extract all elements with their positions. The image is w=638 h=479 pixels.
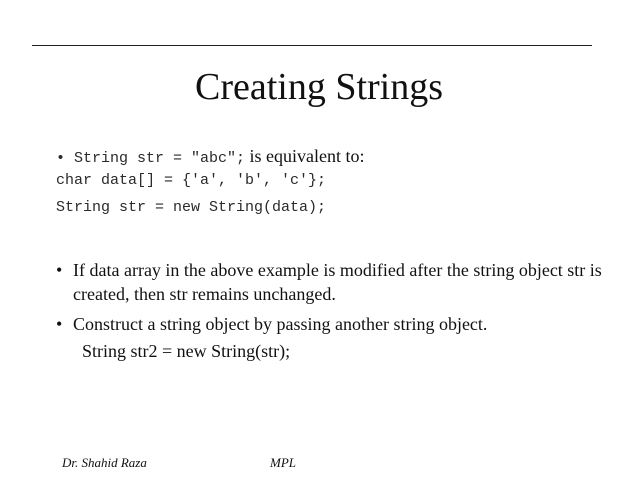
bullet-construct-string: Construct a string object by passing another string object. xyxy=(73,314,488,334)
equivalent-text: is equivalent to: xyxy=(245,146,365,166)
bullet-symbol: • xyxy=(56,150,75,167)
footer-course: MPL xyxy=(270,455,296,470)
bullet-array-modified: If data array in the above example is modified after the string object str is created, then str remains unchanged. xyxy=(73,260,602,304)
bullet-string-literal xyxy=(56,146,365,167)
code-line-new-string: String str = new String(data); xyxy=(56,199,327,216)
footer-author: Dr. Shahid Raza xyxy=(62,455,147,470)
string-literal-code: String str = "abc"; xyxy=(74,150,246,167)
top-divider xyxy=(32,45,592,46)
bullet-symbol: • xyxy=(56,314,63,334)
slide-title: Creating Strings xyxy=(194,66,444,108)
code-line-char-array: char data[] = {'a', 'b', 'c'}; xyxy=(56,172,327,189)
bullet-symbol: • xyxy=(56,260,63,280)
code-line-str2: String str2 = new String(str); xyxy=(82,341,291,361)
